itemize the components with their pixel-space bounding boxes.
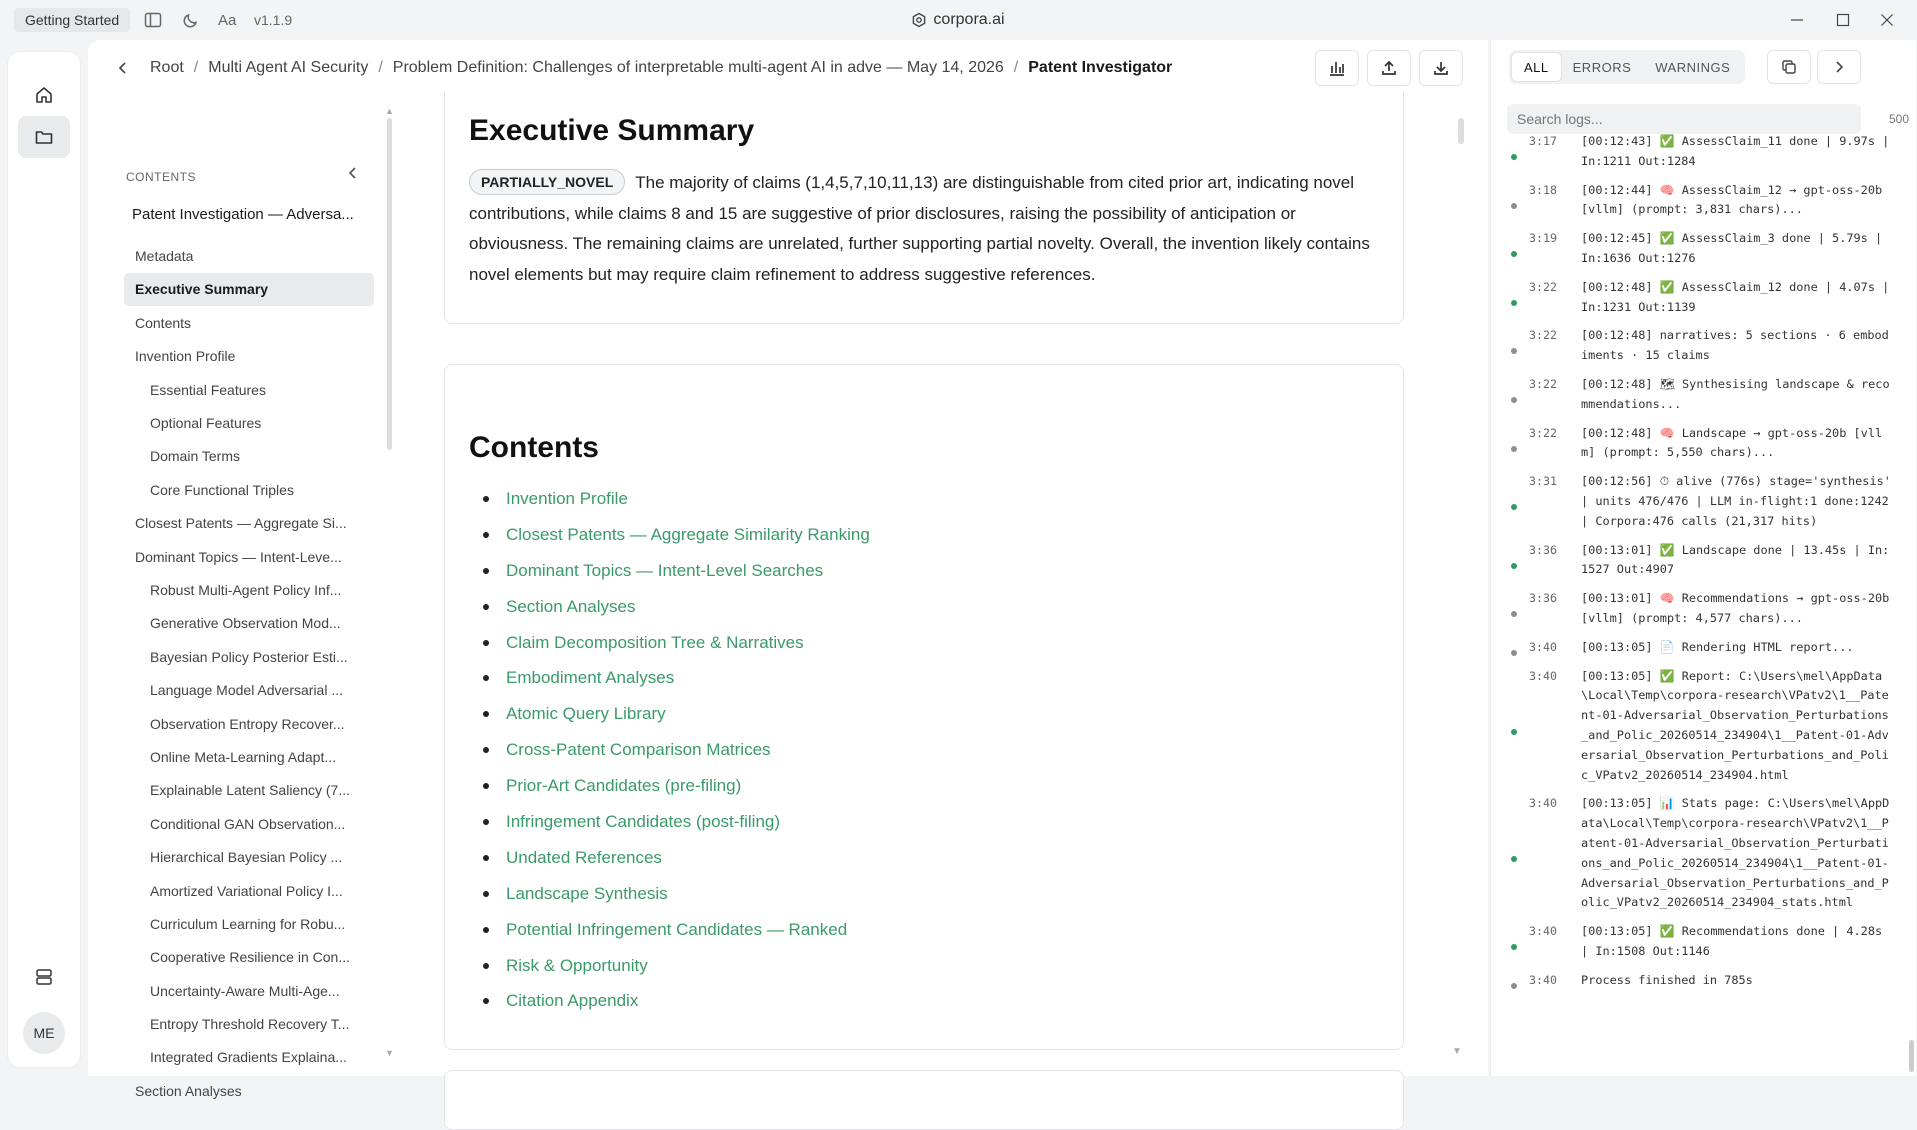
toc-item[interactable]: Generative Observation Mod... bbox=[150, 615, 341, 632]
app-version: v1.1.9 bbox=[254, 12, 293, 28]
toc-item[interactable]: Metadata bbox=[135, 248, 194, 265]
filter-tab-all[interactable]: ALL bbox=[1512, 53, 1561, 81]
collapse-toc-icon[interactable] bbox=[346, 166, 360, 180]
contents-list-item bbox=[469, 625, 870, 661]
toc-scrollbar[interactable] bbox=[387, 118, 392, 450]
bullet-icon bbox=[483, 604, 489, 610]
toc-item[interactable]: Curriculum Learning for Robu... bbox=[150, 915, 346, 932]
log-message: [00:13:05] ✅ Recommendations done | 4.28s | In:1508 Out:1146 bbox=[1581, 924, 1890, 958]
log-status-dot bbox=[1511, 729, 1517, 735]
minimize-icon[interactable] bbox=[1790, 0, 1804, 40]
bullet-icon bbox=[483, 819, 489, 825]
log-message: [00:12:48] 🧠 Landscape → gpt-oss-20b [vllm] (prompt: 5,550 chars)... bbox=[1581, 425, 1883, 460]
contents-link[interactable]: Section Analyses bbox=[506, 596, 636, 616]
log-entry bbox=[1491, 922, 1917, 962]
contents-link[interactable]: Invention Profile bbox=[506, 488, 628, 508]
toc-item[interactable]: Essential Features bbox=[150, 381, 266, 398]
log-status-dot bbox=[1511, 563, 1517, 569]
getting-started-button[interactable]: Getting Started bbox=[14, 8, 130, 32]
maximize-icon[interactable] bbox=[1836, 0, 1850, 40]
contents-card bbox=[444, 364, 1404, 1050]
copy-logs-button[interactable] bbox=[1767, 50, 1811, 84]
executive-summary-body bbox=[469, 168, 1379, 290]
filter-tab-errors[interactable]: ERRORS bbox=[1572, 59, 1632, 75]
toc-item[interactable]: Integrated Gradients Explaina... bbox=[150, 1049, 347, 1066]
log-entry bbox=[1491, 424, 1917, 464]
log-message: [00:12:56] ⏱ alive (776s) stage='synthesis' | units 476/476 | LLM in-flight:1 done:1242 | Corpora:476 calls (21,317 hits) bbox=[1581, 474, 1899, 528]
database-icon[interactable] bbox=[18, 956, 70, 998]
brand-logo-icon bbox=[911, 12, 927, 28]
contents-list-item bbox=[469, 481, 870, 517]
toc-item[interactable]: Dominant Topics — Intent-Leve... bbox=[135, 548, 342, 565]
log-message: [00:12:43] ✅ AssessClaim_11 done | 9.97s | In:1211 Out:1284 bbox=[1581, 134, 1897, 168]
back-icon[interactable] bbox=[116, 61, 130, 75]
novelty-badge: PARTIALLY_NOVEL bbox=[469, 169, 625, 195]
log-entry bbox=[1491, 971, 1917, 991]
breadcrumb-project[interactable]: Multi Agent AI Security bbox=[208, 59, 369, 76]
toc-heading: CONTENTS bbox=[126, 170, 196, 184]
log-message: [00:12:45] ✅ AssessClaim_3 done | 5.79s | In:1636 Out:1276 bbox=[1581, 231, 1890, 265]
toc-item[interactable]: Patent Investigation — Adversa... bbox=[132, 206, 354, 224]
log-status-dot bbox=[1511, 983, 1517, 989]
bullet-icon bbox=[483, 927, 489, 933]
contents-list-item bbox=[469, 732, 870, 768]
content-scroll-down-icon[interactable]: ▼ bbox=[1452, 1046, 1462, 1057]
breadcrumb-separator: / bbox=[193, 59, 199, 76]
contents-link[interactable]: Infringement Candidates (post-filing) bbox=[506, 811, 781, 831]
contents-link[interactable]: Potential Infringement Candidates — Ranked bbox=[506, 919, 848, 939]
toc-item[interactable]: Section Analyses bbox=[135, 1082, 242, 1099]
folder-icon[interactable] bbox=[18, 116, 70, 158]
contents-list-item bbox=[469, 660, 870, 696]
bullet-icon bbox=[483, 891, 489, 897]
log-status-dot bbox=[1511, 611, 1517, 617]
log-time: 3:31 bbox=[1529, 474, 1557, 489]
toc-item[interactable]: Language Model Adversarial ... bbox=[150, 682, 344, 699]
executive-summary-card bbox=[444, 92, 1404, 324]
bullet-icon bbox=[483, 496, 489, 502]
log-entry bbox=[1491, 589, 1917, 629]
close-icon[interactable] bbox=[1880, 0, 1894, 40]
executive-summary-title: Executive Summary bbox=[469, 114, 755, 147]
breadcrumb bbox=[116, 40, 1172, 96]
bullet-icon bbox=[483, 783, 489, 789]
contents-list-item bbox=[469, 804, 870, 840]
log-status-dot bbox=[1511, 203, 1517, 209]
contents-list-item bbox=[469, 983, 870, 1019]
log-filter-tabs bbox=[1509, 50, 1745, 84]
contents-list-item bbox=[469, 553, 870, 589]
contents-list-item bbox=[469, 517, 870, 553]
log-status-dot bbox=[1511, 504, 1517, 510]
toc-item[interactable]: Observation Entropy Recover... bbox=[150, 715, 345, 732]
toc-list bbox=[124, 198, 374, 1108]
download-button[interactable] bbox=[1419, 50, 1463, 86]
toc-item[interactable]: Domain Terms bbox=[150, 448, 240, 465]
log-entry bbox=[1491, 326, 1917, 366]
contents-list-item bbox=[469, 589, 870, 625]
content-scrollbar[interactable] bbox=[1458, 118, 1464, 144]
avatar[interactable]: ME bbox=[23, 1012, 65, 1054]
toc-item[interactable]: Closest Patents — Aggregate Si... bbox=[135, 515, 347, 532]
breadcrumb-root[interactable]: Root bbox=[150, 59, 184, 76]
toc-item[interactable]: Invention Profile bbox=[135, 348, 236, 365]
toc-item[interactable]: Optional Features bbox=[150, 415, 262, 432]
toc-item[interactable]: Online Meta-Learning Adapt... bbox=[150, 748, 337, 765]
log-time: 3:40 bbox=[1529, 924, 1557, 939]
log-status-dot bbox=[1511, 251, 1517, 257]
copy-icon bbox=[1781, 59, 1797, 75]
contents-list-item bbox=[469, 840, 870, 876]
toc-item[interactable]: Hierarchical Bayesian Policy ... bbox=[150, 849, 343, 866]
navigation-rail bbox=[8, 52, 80, 1067]
font-size-icon[interactable]: Aa bbox=[218, 11, 237, 29]
log-time: 3:22 bbox=[1529, 425, 1557, 440]
contents-link[interactable]: Embodiment Analyses bbox=[506, 668, 675, 688]
log-status-dot bbox=[1511, 348, 1517, 354]
collapse-logs-button[interactable] bbox=[1817, 50, 1861, 84]
log-entry bbox=[1491, 541, 1917, 581]
log-time: 3:40 bbox=[1529, 639, 1557, 654]
log-status-dot bbox=[1511, 300, 1517, 306]
moon-icon[interactable] bbox=[182, 0, 200, 40]
log-message: [00:13:05] 📊 Stats page: C:\Users\mel\AppData\Local\Temp\corpora-research\VPatv2\1__Patent-01-Adversarial_Observation_Perturbations_and_Polic_20260514_234904\1__Patent-01-Adversarial_Observation_Perturbations_and_Polic_VPatv2_20260514_234904_stats.html bbox=[1581, 796, 1890, 910]
contents-list-item bbox=[469, 768, 870, 804]
contents-link[interactable]: Risk & Opportunity bbox=[506, 955, 648, 975]
toc-scroll-down-icon[interactable]: ▼ bbox=[385, 1048, 394, 1058]
toc-item[interactable]: Robust Multi-Agent Policy Inf... bbox=[150, 581, 342, 598]
contents-link[interactable]: Undated References bbox=[506, 847, 662, 867]
log-status-dot bbox=[1511, 397, 1517, 403]
breadcrumb-problem[interactable]: Problem Definition: Challenges of interpretable multi-agent AI in adve — May 14, 2026 bbox=[392, 59, 1004, 76]
bullet-icon bbox=[483, 711, 489, 717]
contents-list-item bbox=[469, 948, 870, 984]
log-entry bbox=[1491, 638, 1917, 658]
toc-item[interactable]: Bayesian Policy Posterior Esti... bbox=[150, 648, 348, 665]
log-message: [00:13:01] ✅ Landscape done | 13.45s | In:1527 Out:4907 bbox=[1581, 542, 1890, 577]
log-time: 3:22 bbox=[1529, 279, 1557, 294]
toc-item[interactable]: Entropy Threshold Recovery T... bbox=[150, 1016, 350, 1033]
log-message: [00:13:05] 📄 Rendering HTML report... bbox=[1581, 639, 1854, 654]
log-status-dot bbox=[1511, 154, 1517, 160]
contents-link[interactable]: Atomic Query Library bbox=[506, 704, 666, 724]
log-status-dot bbox=[1511, 944, 1517, 950]
log-message: [00:13:01] 🧠 Recommendations → gpt-oss-20b [vllm] (prompt: 4,577 chars)... bbox=[1581, 591, 1897, 625]
contents-list-item bbox=[469, 912, 870, 948]
contents-list-item bbox=[469, 876, 870, 912]
next-section-card bbox=[444, 1070, 1404, 1130]
toc-scroll-up-icon[interactable]: ▲ bbox=[385, 106, 394, 116]
log-status-dot bbox=[1511, 446, 1517, 452]
log-time: 3:19 bbox=[1529, 231, 1557, 246]
filter-tab-warnings[interactable]: WARNINGS bbox=[1655, 59, 1731, 75]
log-search-input[interactable] bbox=[1507, 104, 1861, 134]
upload-button[interactable] bbox=[1367, 50, 1411, 86]
download-icon bbox=[1432, 59, 1450, 77]
log-time: 3:36 bbox=[1529, 591, 1557, 606]
log-time: 3:17 bbox=[1529, 134, 1557, 148]
bullet-icon bbox=[483, 532, 489, 538]
log-entry bbox=[1491, 375, 1917, 415]
bullet-icon bbox=[483, 747, 489, 753]
toc-item[interactable]: Cooperative Resilience in Con... bbox=[150, 949, 350, 966]
log-list bbox=[1491, 134, 1917, 1076]
contents-title: Contents bbox=[469, 431, 599, 464]
brand-name: corpora.ai bbox=[933, 11, 1005, 28]
bullet-icon bbox=[483, 675, 489, 681]
report-content bbox=[444, 112, 1404, 1072]
breadcrumb-separator: / bbox=[378, 59, 383, 76]
chart-button[interactable] bbox=[1315, 50, 1359, 86]
log-time: 3:18 bbox=[1529, 182, 1557, 197]
contents-link[interactable]: Prior-Art Candidates (pre-filing) bbox=[506, 776, 742, 796]
home-icon[interactable] bbox=[18, 74, 70, 116]
contents-link[interactable]: Closest Patents — Aggregate Similarity Ranking bbox=[506, 524, 870, 544]
log-status-dot bbox=[1511, 856, 1517, 862]
chart-icon bbox=[1328, 59, 1346, 77]
contents-link[interactable]: Cross-Patent Comparison Matrices bbox=[506, 740, 771, 760]
contents-list bbox=[469, 481, 870, 1019]
toc-item[interactable]: Explainable Latent Saliency (7... bbox=[150, 782, 351, 799]
contents-link[interactable]: Dominant Topics — Intent-Level Searches bbox=[506, 560, 824, 580]
log-status-dot bbox=[1511, 650, 1517, 656]
sidebar-toggle-icon[interactable] bbox=[144, 0, 162, 40]
chevron-right-icon bbox=[1832, 60, 1846, 74]
log-time: 3:22 bbox=[1529, 376, 1557, 391]
toc-item[interactable]: Core Functional Triples bbox=[150, 481, 294, 498]
contents-list-item bbox=[469, 696, 870, 732]
table-of-contents bbox=[124, 112, 384, 1099]
bullet-icon bbox=[483, 998, 489, 1004]
contents-link[interactable]: Landscape Synthesis bbox=[506, 883, 668, 903]
bullet-icon bbox=[483, 568, 489, 574]
toc-item[interactable]: Uncertainty-Aware Multi-Age... bbox=[150, 982, 340, 999]
log-message: [00:12:48] 🗺 Synthesising landscape & recommendations... bbox=[1581, 376, 1890, 411]
toc-item[interactable]: Executive Summary bbox=[124, 273, 374, 306]
breadcrumb-separator: / bbox=[1013, 59, 1019, 76]
log-entry bbox=[1491, 229, 1917, 269]
log-entry bbox=[1491, 132, 1917, 172]
log-time: 3:40 bbox=[1529, 796, 1557, 811]
log-entry bbox=[1491, 278, 1917, 318]
log-entry bbox=[1491, 472, 1917, 531]
toc-item[interactable]: Amortized Variational Policy I... bbox=[150, 882, 343, 899]
log-time: 3:22 bbox=[1529, 328, 1557, 343]
log-entry bbox=[1491, 667, 1917, 786]
upload-icon bbox=[1380, 59, 1398, 77]
log-time: 3:40 bbox=[1529, 668, 1557, 683]
log-time: 3:36 bbox=[1529, 542, 1557, 557]
log-entry bbox=[1491, 794, 1917, 913]
bullet-icon bbox=[483, 640, 489, 646]
log-message: [00:12:48] narratives: 5 sections · 6 embodiments · 15 claims bbox=[1581, 328, 1889, 363]
log-message: [00:12:48] ✅ AssessClaim_12 done | 4.07s | In:1231 Out:1139 bbox=[1581, 279, 1897, 314]
toc-item[interactable]: Conditional GAN Observation... bbox=[150, 815, 346, 832]
contents-link[interactable]: Citation Appendix bbox=[506, 991, 639, 1011]
executive-summary-text: The majority of claims (1,4,5,7,10,11,13) are distinguishable from cited prior art, indicating novel contributions, while claims 8 and 15 are suggestive of prior disclosures, raising the possibility of anticipation or obviousness. The remaining claims are unrelated, further supporting partial novelty. Overall, the invention likely contains novel elements but may require claim refinement to address suggestive references. bbox=[469, 173, 1370, 284]
title-bar bbox=[0, 0, 1916, 40]
contents-link[interactable]: Claim Decomposition Tree & Narratives bbox=[506, 632, 804, 652]
bullet-icon bbox=[483, 963, 489, 969]
log-message: [00:12:44] 🧠 AssessClaim_12 → gpt-oss-20b [vllm] (prompt: 3,831 chars)... bbox=[1581, 182, 1890, 217]
breadcrumb-current: Patent Investigator bbox=[1028, 59, 1173, 76]
main-panel bbox=[88, 40, 1488, 1099]
toc-item[interactable]: Contents bbox=[135, 314, 192, 331]
log-message: [00:13:05] ✅ Report: C:\Users\mel\AppData\Local\Temp\corpora-research\VPatv2\1__Patent-01-Adversarial_Observation_Perturbations_and_Polic_20260514_234904\1__Patent-01-Adversarial_Observation_Perturbations_and_Polic_VPatv2_20260514_234904.html bbox=[1581, 668, 1889, 782]
log-scrollbar[interactable] bbox=[1909, 1040, 1914, 1072]
log-count: 500 bbox=[1889, 112, 1910, 126]
bullet-icon bbox=[483, 855, 489, 861]
logs-panel bbox=[1490, 40, 1916, 1076]
log-entry bbox=[1491, 181, 1917, 221]
log-time: 3:40 bbox=[1529, 972, 1557, 987]
log-message: Process finished in 785s bbox=[1581, 972, 1753, 987]
